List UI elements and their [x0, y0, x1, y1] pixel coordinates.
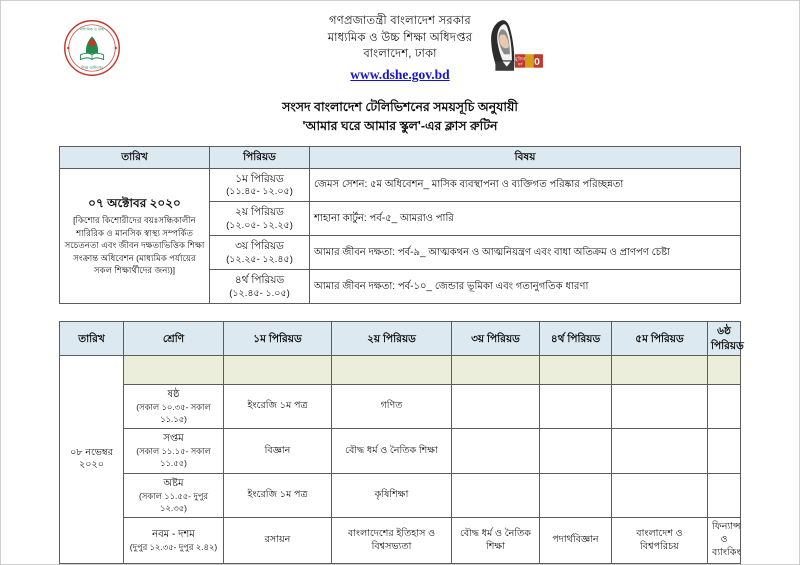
- svg-text:মাধ্যমিক ও উচ্চ: মাধ্যমিক ও উচ্চ: [79, 26, 105, 32]
- spacer-cell: [612, 355, 708, 384]
- table2-header-period-3: ৩য় পিরিয়ড: [452, 322, 540, 355]
- table2-date-text: ০৮ নভেম্বর ২০২০: [70, 446, 113, 471]
- period-name: ২য় পিরিয়ড: [235, 206, 284, 219]
- period-name: ১ম পিরিয়ড: [235, 172, 284, 185]
- svg-text:বর্ষ: বর্ষ: [517, 61, 523, 67]
- subject-cell-p2: কৃষিশিক্ষা: [332, 473, 452, 518]
- table-row: [60, 429, 741, 474]
- period-name: ৪র্থ পিরিয়ড: [234, 274, 285, 287]
- spacer-cell: [452, 355, 540, 384]
- subject-cell-p1: রসায়ন: [224, 518, 332, 564]
- spacer-cell: [332, 355, 452, 384]
- subject-cell-p5: [612, 384, 708, 429]
- table1-period-cell: [210, 168, 310, 202]
- subject-cell-p5: [612, 473, 708, 518]
- table2-header-period-6: ৬ষ্ঠ পিরিয়ড: [708, 322, 741, 355]
- class-time: (দুপুর ১২.৩৫- দুপুর ২.৪২): [129, 541, 218, 552]
- table-row: [60, 384, 741, 429]
- subject-cell-p4: [540, 384, 612, 429]
- period-time: (১২.২৫- ১২.৪৫): [226, 253, 293, 265]
- table1-subject-cell: শাহানা কার্টুন: পর্ব-৫_ আমরাও পারি: [310, 202, 741, 236]
- ministry-line-3: বাংলাদেশ, ঢাকা: [363, 48, 437, 61]
- mujib-borsho-icon: [483, 15, 545, 79]
- spacer-cell: [708, 355, 741, 384]
- subject-cell-p2: বৌদ্ধ ধর্ম ও নৈতিক শিক্ষা: [332, 429, 452, 474]
- subject-cell-p6: [708, 384, 741, 429]
- subject-cell-p5: বাংলাদেশ ও বিশ্বপরিচয়: [612, 518, 708, 564]
- class-name: নবম - দশম: [152, 528, 195, 540]
- subject-cell-p3: [452, 384, 540, 429]
- table2-header-period-1: ১ম পিরিয়ড: [224, 322, 332, 355]
- period-time: (১২.৪৫- ১.০৫): [229, 287, 290, 299]
- table1-subject-cell: আমার জীবন দক্ষতা: পর্ব-৯_ আত্মকথন ও আত্মনিয়ন্ত্রণ এবং বাধা অতিক্রম ও প্রাণপণ চেষ্টা: [310, 236, 741, 270]
- table1-period-cell: [210, 202, 310, 236]
- subject-cell-p4: [540, 429, 612, 474]
- period-name: ৩য় পিরিয়ড: [235, 240, 284, 253]
- table2-header-date: তারিখ: [60, 322, 124, 355]
- subject-cell-p2: গণিত: [332, 384, 452, 429]
- table1-period-cell: [210, 236, 310, 270]
- table1-subject-cell: জেমস সেশন: ৫ম অধিবেশন_ মাসিক ব্যবস্থাপনা ও ব্যক্তিগত পরিষ্কার পরিচ্ছন্নতা: [310, 168, 741, 202]
- table1-subject-cell: আমার জীবন দক্ষতা: পর্ব-১০_ জেন্ডার ভূমিকা এবং গতানুগতিক ধারণা: [310, 270, 741, 304]
- class-time: (সকাল ১১.৫৫- দুপুর ১২.৩৫): [138, 490, 209, 513]
- spacer-cell: [540, 355, 612, 384]
- class-name: অষ্টম: [163, 477, 184, 489]
- table1-date-note: [কিশোর কিশোরীদের বয়ঃসন্ধিকালীন শারিরিক ও মানসিক স্বাস্থ্য সম্পর্কিত সচেতনতা এবং জীবন দক্ষতাভিত্তিক শিক্ষা সংক্রান্ত অধিবেশন (মাধ্যমিক পর্যায়ের সকল শিক্ষার্থীদের জন্য)]: [64, 215, 205, 276]
- ministry-heading: [1, 13, 799, 86]
- ministry-line-2: মাধ্যমিক ও উচ্চ শিক্ষা অধিদপ্তর: [327, 31, 473, 44]
- routine-title-line-2: 'আমার ঘরে আমার স্কুল'-এর ক্লাস রুটিন: [302, 118, 498, 133]
- class-cell: [124, 429, 224, 474]
- subject-cell-p3: [452, 473, 540, 518]
- subject-cell-p6: [708, 473, 741, 518]
- class-name: সপ্তম: [163, 433, 184, 445]
- table2-date-cell: [60, 355, 124, 563]
- subject-cell-p4: [540, 473, 612, 518]
- table-row: [60, 518, 741, 564]
- table1-header-period: পিরিয়ড: [210, 146, 310, 168]
- subject-cell-p2: বাংলাদেশের ইতিহাস ও বিশ্বসভ্যতা: [332, 518, 452, 564]
- dshe-website-link[interactable]: www.dshe.gov.bd: [350, 67, 450, 83]
- subject-cell-p3: বৌদ্ধ ধর্ম ও নৈতিক শিক্ষা: [452, 518, 540, 564]
- svg-text:0: 0: [534, 57, 540, 69]
- table1-header-subject: বিষয়: [310, 146, 741, 168]
- subject-cell-p3: [452, 429, 540, 474]
- class-cell: [124, 473, 224, 518]
- table1-date-cell: [60, 168, 210, 304]
- table1-header-row: [60, 146, 741, 168]
- subject-cell-p1: ইংরেজি ১ম পত্র: [224, 384, 332, 429]
- table1-wrapper: [1, 146, 799, 305]
- class-name: ষষ্ঠ: [167, 388, 180, 400]
- november-routine-table: [59, 321, 744, 564]
- subject-cell-p6: [708, 429, 741, 474]
- period-time: (১১.৪৫- ১২.০৫): [226, 185, 293, 197]
- routine-title-line-1: সংসদ বাংলাদেশ টেলিভিশনের সময়সূচি অনুযায়ী: [282, 100, 518, 114]
- class-cell: [124, 384, 224, 429]
- table-row: [60, 473, 741, 518]
- table-row: [60, 168, 741, 202]
- subject-cell-p1: ইংরেজি ১ম পত্র: [224, 473, 332, 518]
- table2-header-period-2: ২য় পিরিয়ড: [332, 322, 452, 355]
- class-time: (সকাল ১০.৩৫- সকাল ১১.১৫): [136, 401, 211, 424]
- october-routine-table: [59, 146, 741, 305]
- svg-text:শিক্ষা অধিদপ্তর: শিক্ষা অধিদপ্তর: [80, 65, 104, 70]
- period-time: (১২.০৫- ১২.২৫): [226, 219, 293, 231]
- table2-header-period-5: ৫ম পিরিয়ড: [612, 322, 708, 355]
- subject-cell-p1: বিজ্ঞান: [224, 429, 332, 474]
- table2-header-row: [60, 322, 741, 355]
- svg-text:মুজিব: মুজিব: [514, 56, 526, 62]
- table1-date-main: ০৭ অক্টোবর ২০২০: [88, 196, 181, 211]
- table2-header-period-4: ৪র্থ পিরিয়ড: [540, 322, 612, 355]
- spacer-cell: [124, 355, 224, 384]
- table-gap: [1, 304, 799, 321]
- subject-cell-p5: [612, 429, 708, 474]
- document-header: [1, 1, 799, 96]
- class-cell: [124, 518, 224, 564]
- subject-cell-p6: ফিন্যান্স ও ব্যাংকিং: [708, 518, 741, 564]
- table2-spacer-row: [60, 355, 741, 384]
- table2-wrapper: [1, 321, 799, 564]
- class-time: (সকাল ১১.১৫- সকাল ১১.৫৫): [136, 446, 211, 469]
- routine-title: [1, 98, 799, 136]
- subject-cell-p4: পদার্থবিজ্ঞান: [540, 518, 612, 564]
- ministry-line-1: গণপ্রজাতন্ত্রী বাংলাদেশ সরকার: [329, 15, 471, 27]
- table2-header-class: শ্রেণি: [124, 322, 224, 355]
- table1-header-date: তারিখ: [60, 146, 210, 168]
- spacer-cell: [224, 355, 332, 384]
- table1-period-cell: [210, 270, 310, 304]
